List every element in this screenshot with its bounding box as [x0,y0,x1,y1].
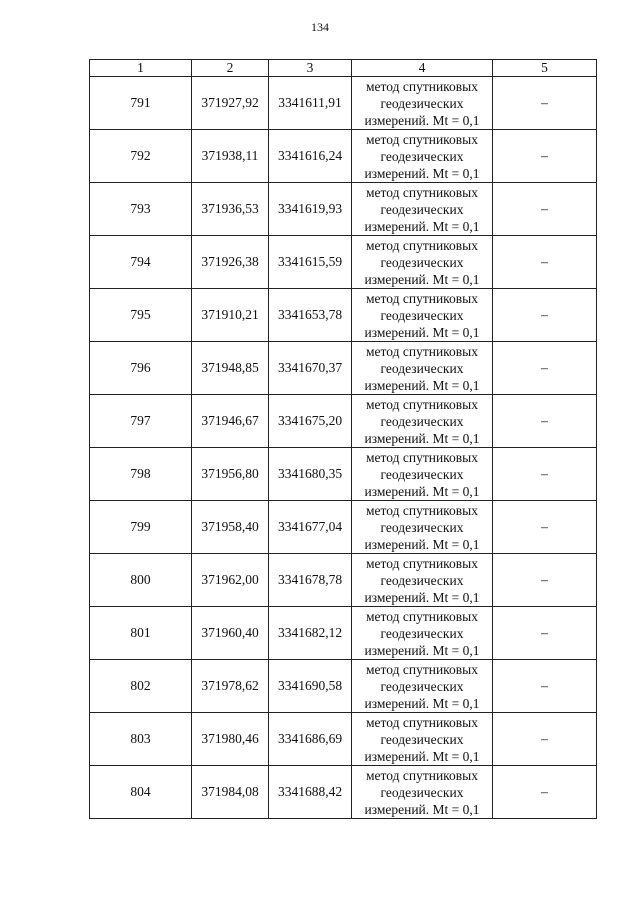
table-header-row [90,60,597,77]
method-cell [352,342,493,395]
point-number-cell: 791 [90,77,192,130]
point-number-cell: 799 [90,501,192,554]
note-cell: – [493,713,597,766]
note-cell: – [493,607,597,660]
method-line-1: метод спутниковых [366,396,478,412]
method-line-2: геодезических [380,148,464,164]
y-coordinate-cell: 3341680,35 [269,448,352,501]
y-coordinate-cell: 3341688,42 [269,766,352,819]
method-line-2: геодезических [380,572,464,588]
table-row [90,660,597,713]
method-line-2: геодезических [380,360,464,376]
method-line-1: метод спутниковых [366,343,478,359]
y-coordinate-cell: 3341615,59 [269,236,352,289]
method-line-1: метод спутниковых [366,237,478,253]
method-cell [352,130,493,183]
method-line-3: измерений. Mt = 0,1 [364,483,480,499]
note-cell: – [493,448,597,501]
method-line-3: измерений. Mt = 0,1 [364,430,480,446]
column-header-4: 4 [352,60,493,77]
method-line-3: измерений. Mt = 0,1 [364,377,480,393]
point-number-cell: 796 [90,342,192,395]
method-cell [352,501,493,554]
method-line-2: геодезических [380,201,464,217]
point-number-cell: 801 [90,607,192,660]
note-cell: – [493,342,597,395]
y-coordinate-cell: 3341670,37 [269,342,352,395]
table-row [90,289,597,342]
y-coordinate-cell: 3341675,20 [269,395,352,448]
method-cell [352,395,493,448]
method-line-2: геодезических [380,625,464,641]
table-row [90,395,597,448]
method-line-3: измерений. Mt = 0,1 [364,589,480,605]
table-row [90,183,597,236]
method-line-3: измерений. Mt = 0,1 [364,695,480,711]
method-line-3: измерений. Mt = 0,1 [364,165,480,181]
x-coordinate-cell: 371956,80 [192,448,269,501]
table-row [90,607,597,660]
method-line-2: геодезических [380,519,464,535]
table-row [90,554,597,607]
column-header-2: 2 [192,60,269,77]
x-coordinate-cell: 371980,46 [192,713,269,766]
table-row [90,766,597,819]
x-coordinate-cell: 371958,40 [192,501,269,554]
x-coordinate-cell: 371927,92 [192,77,269,130]
point-number-cell: 795 [90,289,192,342]
method-line-3: измерений. Mt = 0,1 [364,271,480,287]
method-line-1: метод спутниковых [366,184,478,200]
method-line-1: метод спутниковых [366,661,478,677]
note-cell: – [493,289,597,342]
method-line-3: измерений. Mt = 0,1 [364,218,480,234]
point-number-cell: 804 [90,766,192,819]
table-row [90,236,597,289]
method-line-1: метод спутниковых [366,449,478,465]
x-coordinate-cell: 371984,08 [192,766,269,819]
point-number-cell: 794 [90,236,192,289]
method-cell [352,448,493,501]
x-coordinate-cell: 371910,21 [192,289,269,342]
note-cell: – [493,660,597,713]
note-cell: – [493,77,597,130]
point-number-cell: 792 [90,130,192,183]
x-coordinate-cell: 371948,85 [192,342,269,395]
method-line-2: геодезических [380,307,464,323]
method-line-3: измерений. Mt = 0,1 [364,324,480,340]
method-cell [352,660,493,713]
y-coordinate-cell: 3341677,04 [269,501,352,554]
method-cell [352,554,493,607]
method-line-3: измерений. Mt = 0,1 [364,112,480,128]
table-row [90,713,597,766]
method-line-3: измерений. Mt = 0,1 [364,748,480,764]
x-coordinate-cell: 371936,53 [192,183,269,236]
column-header-5: 5 [493,60,597,77]
note-cell: – [493,501,597,554]
method-line-2: геодезических [380,466,464,482]
method-line-3: измерений. Mt = 0,1 [364,642,480,658]
method-line-1: метод спутниковых [366,555,478,571]
x-coordinate-cell: 371938,11 [192,130,269,183]
x-coordinate-cell: 371962,00 [192,554,269,607]
point-number-cell: 802 [90,660,192,713]
note-cell: – [493,130,597,183]
table-row [90,77,597,130]
y-coordinate-cell: 3341686,69 [269,713,352,766]
coordinates-table [89,59,597,819]
method-line-1: метод спутниковых [366,131,478,147]
method-cell [352,766,493,819]
method-cell [352,713,493,766]
method-cell [352,289,493,342]
note-cell: – [493,183,597,236]
method-line-2: геодезических [380,784,464,800]
y-coordinate-cell: 3341616,24 [269,130,352,183]
method-line-1: метод спутниковых [366,78,478,94]
y-coordinate-cell: 3341619,93 [269,183,352,236]
table-row [90,130,597,183]
x-coordinate-cell: 371960,40 [192,607,269,660]
column-header-3: 3 [269,60,352,77]
table-row [90,342,597,395]
point-number-cell: 798 [90,448,192,501]
method-line-2: геодезических [380,95,464,111]
method-line-1: метод спутниковых [366,502,478,518]
table-row [90,501,597,554]
method-line-1: метод спутниковых [366,608,478,624]
x-coordinate-cell: 371946,67 [192,395,269,448]
x-coordinate-cell: 371926,38 [192,236,269,289]
method-line-2: геодезических [380,678,464,694]
method-line-2: геодезических [380,731,464,747]
method-cell [352,183,493,236]
method-line-3: измерений. Mt = 0,1 [364,801,480,817]
y-coordinate-cell: 3341682,12 [269,607,352,660]
point-number-cell: 793 [90,183,192,236]
method-line-1: метод спутниковых [366,714,478,730]
y-coordinate-cell: 3341653,78 [269,289,352,342]
note-cell: – [493,236,597,289]
y-coordinate-cell: 3341611,91 [269,77,352,130]
point-number-cell: 797 [90,395,192,448]
note-cell: – [493,395,597,448]
y-coordinate-cell: 3341678,78 [269,554,352,607]
column-header-1: 1 [90,60,192,77]
x-coordinate-cell: 371978,62 [192,660,269,713]
method-cell [352,607,493,660]
point-number-cell: 800 [90,554,192,607]
method-cell [352,236,493,289]
note-cell: – [493,554,597,607]
point-number-cell: 803 [90,713,192,766]
method-line-3: измерений. Mt = 0,1 [364,536,480,552]
table-row [90,448,597,501]
method-line-1: метод спутниковых [366,290,478,306]
method-line-2: геодезических [380,413,464,429]
note-cell: – [493,766,597,819]
method-line-2: геодезических [380,254,464,270]
method-line-1: метод спутниковых [366,767,478,783]
y-coordinate-cell: 3341690,58 [269,660,352,713]
page-number: 134 [311,20,329,34]
method-cell [352,77,493,130]
